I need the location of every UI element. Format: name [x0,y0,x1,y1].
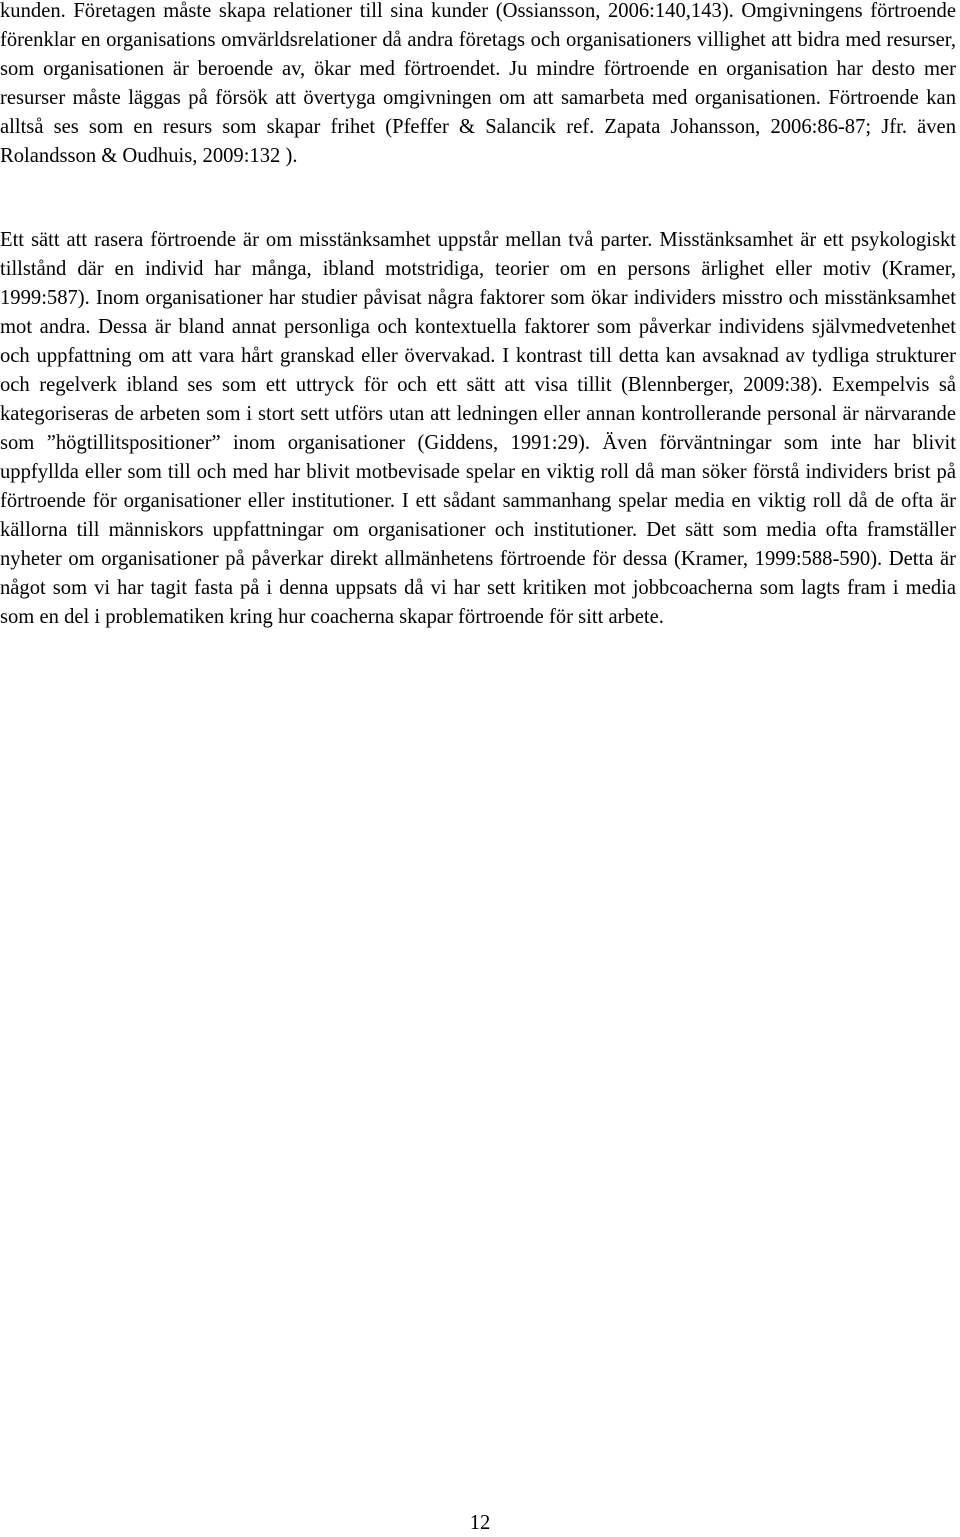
page-number: 12 [469,1512,491,1534]
body-paragraph-1: kunden. Företagen måste skapa relationer till sina kunder (Ossiansson, 2006:140,143). Omgivningens förtroende förenklar en organisations omvärldsrelationer då andra företags och organisationers villighet att bidra med resurser, som organisationen är beroende av, ökar med förtroendet. Ju mindre förtroende en organisation har desto mer resurser måste läggas på försök att övertyga omgivningen om att samarbeta med organisationen. Förtroende kan alltså ses som en resurs som skapar frihet (Pfeffer & Salancik ref. Zapata Johansson, 2006:86-87; Jfr. även Rolandsson & Oudhuis, 2009:132 ). [0,0,956,167]
body-paragraph-2: Ett sätt att rasera förtroende är om misstänksamhet uppstår mellan två parter. Misstänksamhet är ett psykologiskt tillstånd där en individ har många, ibland motstridiga, teorier om en persons ärlighet eller motiv (Kramer, 1999:587). Inom organisationer har studier påvisat några faktorer som ökar individers misstro och misstänksamhet mot andra. Dessa är bland annat personliga och kontextuella faktorer som påverkar individens självmedvetenhet och uppfattning om att vara hårt granskad eller övervakad. I kontrast till detta kan avsaknad av tydliga strukturer och regelverk ibland ses som ett uttryck för och ett sätt att visa tillit (Blennberger, 2009:38). Exempelvis så kategoriseras de arbeten som i stort sett utförs utan att ledningen eller annan kontrollerande personal är närvarande som ”högtillitspositioner” inom organisationer (Giddens, 1991:29). Även förväntningar som inte har blivit uppfyllda eller som till och med har blivit motbevisade spelar en viktig roll då man söker förstå individers brist på förtroende för organisationer eller institutioner. I ett sådant sammanhang spelar media en viktig roll då de ofta är källorna till människors uppfattningar om organisationer och institutioner. Det sätt som media ofta framställer nyheter om organisationer på påverkar direkt allmänhetens förtroende för dessa (Kramer, 1999:588-590). Detta är något som vi har tagit fasta på i denna uppsats då vi har sett kritiken mot jobbcoacherna som lagts fram i media som en del i problematiken kring hur coacherna skapar förtroende för sitt arbete. [0,229,956,628]
